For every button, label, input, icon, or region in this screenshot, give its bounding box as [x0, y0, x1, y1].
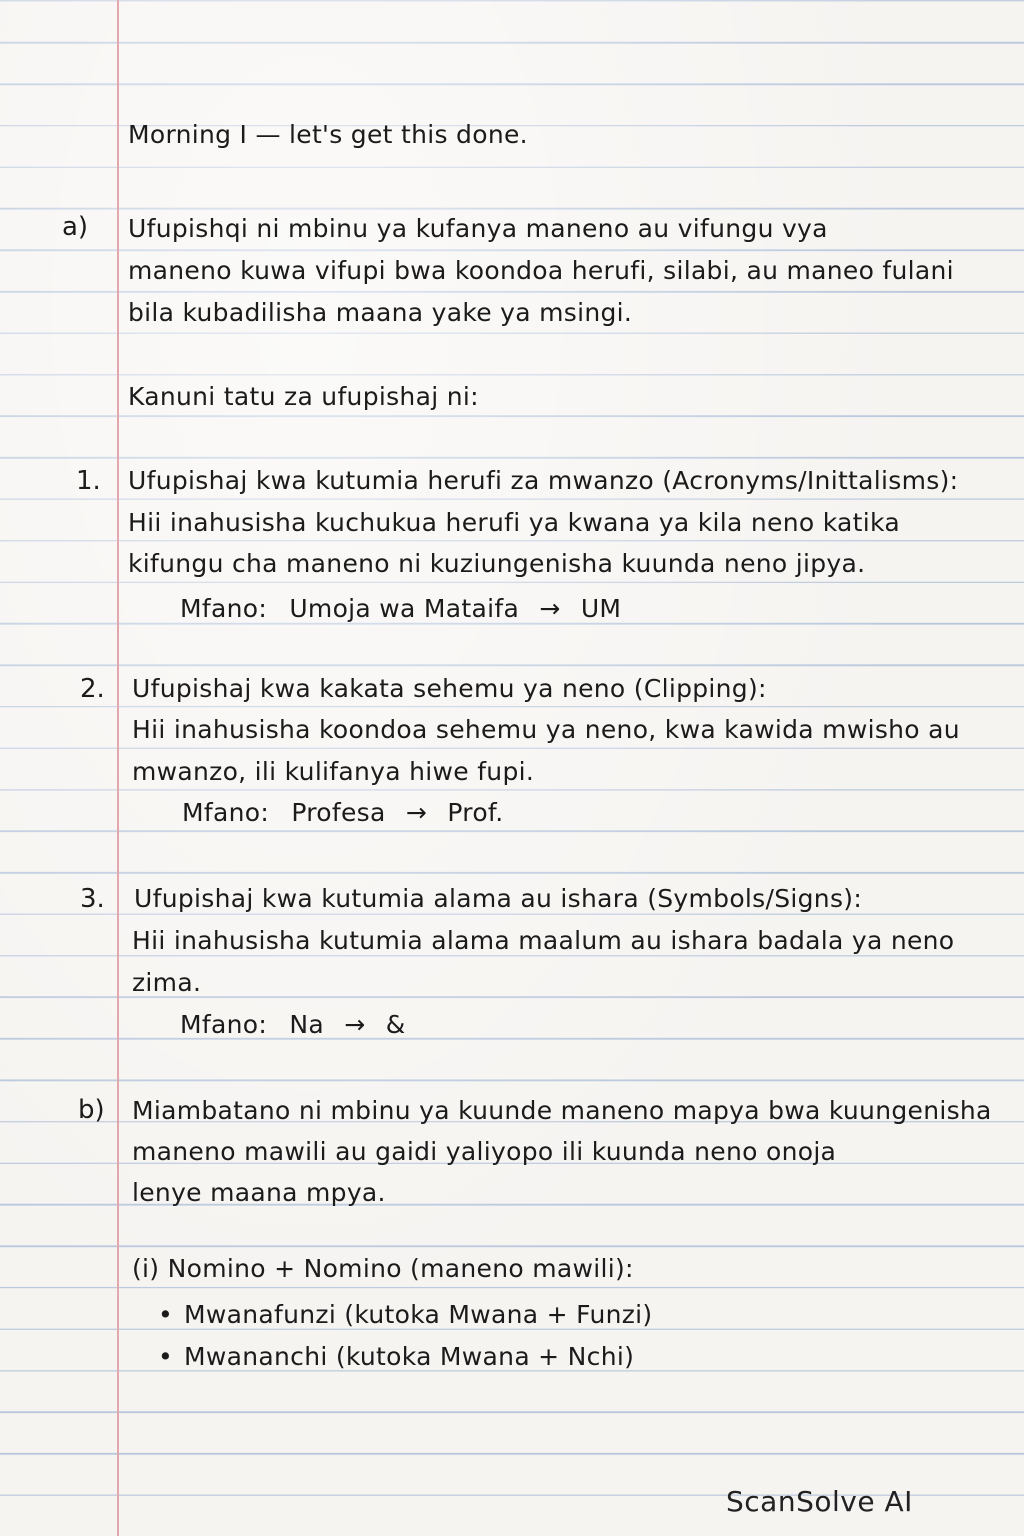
example-label: Mfano:	[180, 594, 268, 623]
rule-body-line: Hii inahusisha kutumia alama maalum au ishara badala ya neno	[132, 926, 955, 955]
arrow-right-icon: →	[539, 594, 561, 623]
part-b-definition-line: lenye maana mpya.	[132, 1178, 386, 1207]
example-to: &	[385, 1010, 406, 1039]
rule-number: 1.	[76, 466, 101, 496]
arrow-right-icon: →	[344, 1010, 366, 1039]
signature: ScanSolve AI	[726, 1485, 913, 1518]
list-item	[158, 1300, 652, 1330]
list-item	[158, 1342, 634, 1372]
rule-heading: Ufupishaj kwa kutumia alama au ishara (Symbols/Signs):	[134, 884, 863, 913]
example-label: Mfano:	[182, 798, 270, 827]
bullet-icon: •	[158, 1300, 174, 1329]
list-item-text: Mwanafunzi (kutoka Mwana + Funzi)	[184, 1300, 653, 1329]
part-a-marker: a)	[62, 212, 89, 242]
arrow-right-icon: →	[405, 798, 428, 827]
rule-number: 3.	[80, 884, 105, 914]
part-b-marker: b)	[78, 1095, 105, 1125]
rule-example	[182, 798, 503, 828]
part-a-definition-line: Ufupishqi ni mbinu ya kufanya maneno au vifungu vya	[128, 214, 828, 243]
example-from: Profesa	[291, 798, 386, 827]
example-to: UM	[580, 594, 622, 623]
rule-body-line: zima.	[132, 968, 202, 997]
part-b-definition-line: Miambatano ni mbinu ya kuunde maneno mapya bwa kuungenisha	[132, 1096, 992, 1125]
example-label: Mfano:	[180, 1010, 268, 1039]
rule-body-line: Hii inahusisha koondoa sehemu ya neno, kwa kawida mwisho au	[132, 715, 960, 744]
bullet-icon: •	[158, 1342, 174, 1371]
rule-example	[180, 594, 621, 624]
greeting-line: Morning I — let's get this done.	[128, 120, 528, 149]
rule-heading: Ufupishaj kwa kakata sehemu ya neno (Clipping):	[132, 674, 767, 703]
rule-body-line: kifungu cha maneno ni kuziungenisha kuunda neno jipya.	[128, 549, 866, 578]
part-a-definition-line: bila kubadilisha maana yake ya msingi.	[128, 298, 633, 327]
example-to: Prof.	[447, 798, 504, 827]
margin-line	[117, 0, 119, 1536]
rule-number: 2.	[80, 674, 105, 704]
rule-body-line: mwanzo, ili kulifanya hiwe fupi.	[132, 757, 535, 786]
rule-body-line: Hii inahusisha kuchukua herufi ya kwana ya kila neno katika	[128, 508, 900, 537]
part-a-definition-line: maneno kuwa vifupi bwa koondoa herufi, silabi, au maneo fulani	[128, 256, 954, 285]
example-from: Umoja wa Mataifa	[289, 594, 520, 623]
rule-example	[180, 1010, 405, 1040]
list-item-text: Mwananchi (kutoka Mwana + Nchi)	[184, 1342, 635, 1371]
part-b-definition-line: maneno mawili au gaidi yaliyopo ili kuunda neno onoja	[132, 1137, 837, 1166]
example-from: Na	[289, 1010, 324, 1039]
rules-intro: Kanuni tatu za ufupishaj ni:	[128, 382, 479, 411]
rule-heading: Ufupishaj kwa kutumia herufi za mwanzo (Acronyms/Inittalisms):	[128, 466, 959, 495]
part-b-subheading: (i) Nomino + Nomino (maneno mawili):	[132, 1254, 634, 1283]
